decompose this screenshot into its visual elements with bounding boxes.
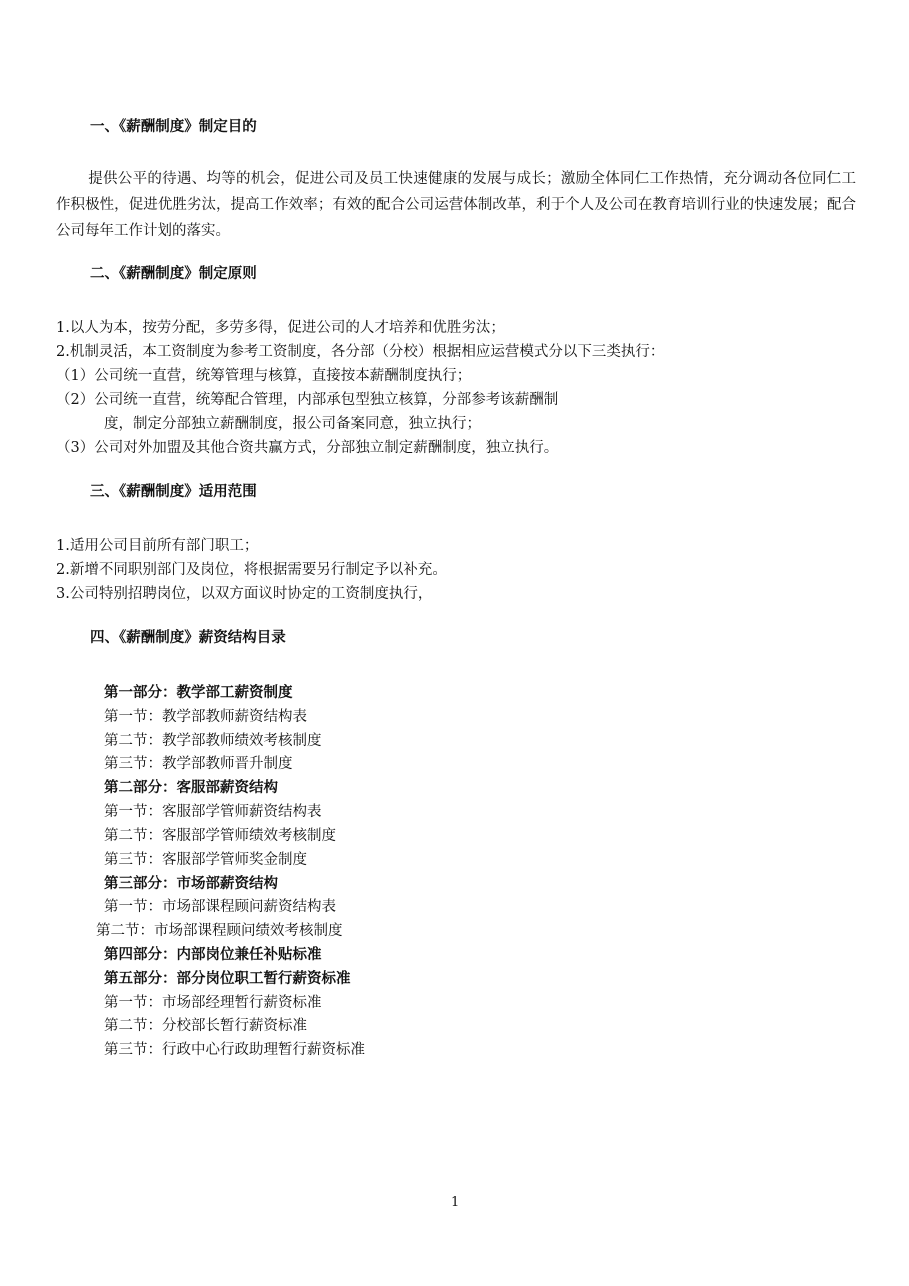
toc-section: 第一节：市场部课程顾问薪资结构表 xyxy=(104,899,336,915)
principle-line: 2.机制灵活，本工资制度为参考工资制度，各分部（分校）根据相应运营模式分以下三类执行： xyxy=(56,344,665,360)
toc-section: 第二节：教学部教师绩效考核制度 xyxy=(104,733,322,749)
toc-section: 第一节：教学部教师薪资结构表 xyxy=(104,709,307,725)
toc-section: 第三节：行政中心行政助理暂行薪资标准 xyxy=(104,1042,365,1058)
principle-line: 1.以人为本，按劳分配，多劳多得，促进公司的人才培养和优胜劣汰； xyxy=(56,320,505,336)
section-heading-principles: 二、《薪酬制度》制定原则 xyxy=(90,265,257,282)
scope-line: 1.适用公司目前所有部门职工； xyxy=(56,538,259,554)
principle-line: （1）公司统一直营，统筹管理与核算，直接按本薪酬制度执行； xyxy=(56,368,472,384)
purpose-paragraph-text: 提供公平的待遇、均等的机会，促进公司及员工快速健康的发展与成长；激励全体同仁工作热情，充分调动各位同仁工作积极性，促进优胜劣汰，提高工作效率；有效的配合公司运营体制改革，利于个人及公司在教育培训行业的快速发展；配合公司每年工作计划的落实。 xyxy=(56,171,856,239)
principle-line: （2）公司统一直营，统筹配合管理，内部承包型独立核算，分部参考该薪酬制 xyxy=(56,392,559,408)
toc-section: 第二节：分校部长暂行薪资标准 xyxy=(104,1018,307,1034)
toc-section: 第三节：教学部教师晋升制度 xyxy=(104,756,293,772)
scope-line: 3.公司特别招聘岗位，以双方面议时协定的工资制度执行， xyxy=(56,586,433,602)
toc-part: 第三部分：市场部薪资结构 xyxy=(104,875,278,892)
page-number: 1 xyxy=(451,1195,460,1210)
toc-part: 第一部分：教学部工薪资制度 xyxy=(104,684,293,701)
toc-section: 第三节：客服部学管师奖金制度 xyxy=(104,852,307,868)
toc-part: 第二部分：客服部薪资结构 xyxy=(104,779,278,796)
toc-part: 第四部分：内部岗位兼任补贴标准 xyxy=(104,946,322,963)
toc-section: 第二节：市场部课程顾问绩效考核制度 xyxy=(96,923,343,939)
principle-line: 度，制定分部独立薪酬制度，报公司备案同意，独立执行； xyxy=(104,416,481,432)
section-heading-purpose: 一、《薪酬制度》制定目的 xyxy=(90,118,257,135)
section-heading-toc: 四、《薪酬制度》薪资结构目录 xyxy=(90,629,286,646)
toc-section: 第二节：客服部学管师绩效考核制度 xyxy=(104,828,336,844)
scope-line: 2.新增不同职别部门及岗位，将根据需要另行制定予以补充。 xyxy=(56,562,447,578)
toc-section: 第一节：客服部学管师薪资结构表 xyxy=(104,804,322,820)
section-heading-scope: 三、《薪酬制度》适用范围 xyxy=(90,483,257,500)
toc-section: 第一节：市场部经理暂行薪资标准 xyxy=(104,995,322,1011)
principle-line: （3）公司对外加盟及其他合资共赢方式，分部独立制定薪酬制度，独立执行。 xyxy=(56,440,559,456)
toc-part: 第五部分：部分岗位职工暂行薪资标准 xyxy=(104,970,351,987)
purpose-paragraph xyxy=(56,166,856,244)
